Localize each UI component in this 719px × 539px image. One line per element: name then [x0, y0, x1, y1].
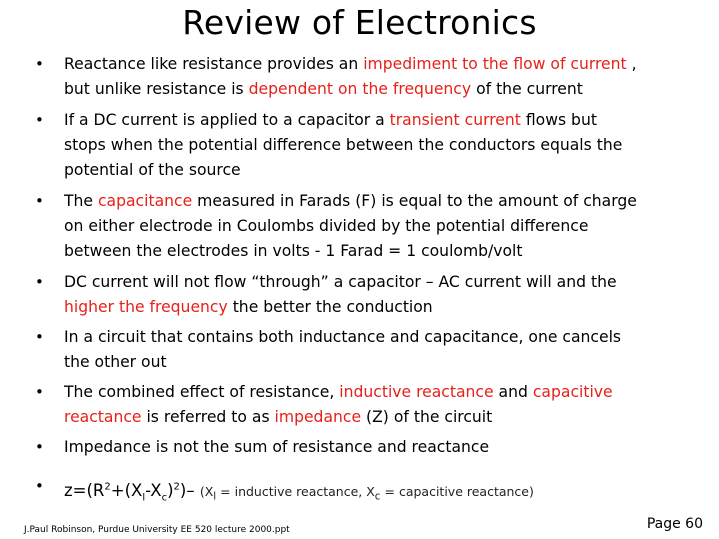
bullet-text	[64, 380, 679, 430]
text-run: measured in Farads (F) is equal to the amount of charge	[192, 192, 637, 210]
text-run: Reactance like resistance provides an	[64, 55, 364, 73]
note-part: = capacitive reactance)	[380, 483, 534, 499]
bullet-line: In a circuit that contains both inductance and capacitance, one cancels	[64, 328, 622, 346]
formula-part: –	[186, 480, 200, 500]
bullet-glyph: •	[35, 273, 44, 291]
bullet-line	[64, 380, 679, 405]
bullet-text	[64, 270, 679, 320]
bullet-glyph: •	[35, 383, 44, 401]
bullet-line: Impedance is not the sum of resistance and reactance	[64, 438, 490, 456]
formula-part: -X	[145, 480, 162, 500]
bullet-text	[64, 435, 679, 460]
highlight-text: capacitance	[97, 192, 193, 210]
note-part: (X	[199, 483, 214, 499]
formula-part: +(X	[110, 480, 143, 500]
bullet-glyph: •	[35, 55, 44, 73]
bullet-text	[64, 52, 679, 102]
bullet-line: stops when the potential difference between the conductors equals the	[64, 136, 623, 154]
formula-part: )	[179, 480, 187, 500]
highlight-text: impediment to the flow of current	[363, 55, 627, 73]
highlight-text: reactance	[64, 408, 142, 426]
impedance-formula	[64, 480, 200, 503]
bullet-line	[64, 108, 679, 133]
text-run: ,	[626, 55, 637, 73]
formula-note	[199, 483, 534, 502]
bullet-line: the other out	[64, 353, 167, 371]
text-run: of the current	[471, 80, 583, 98]
formula-part: )	[167, 480, 174, 500]
page-number: Page 60	[646, 516, 703, 532]
text-run: flows but	[520, 111, 597, 129]
highlight-text: transient current	[389, 111, 521, 129]
text-run: is referred to as	[141, 408, 275, 426]
note-part: = inductive reactance, X	[216, 483, 375, 499]
text-run: (Z) of the circuit	[361, 408, 493, 426]
bullet-line: between the electrodes in volts - 1 Farad = 1 coulomb/volt	[64, 242, 523, 260]
formula-part: z=(R	[64, 480, 105, 500]
bullet-line	[64, 189, 679, 214]
bullet-line	[64, 295, 679, 320]
text-run: The combined effect of resistance,	[64, 383, 340, 401]
bullet-glyph: •	[35, 328, 44, 346]
bullet-glyph: •	[35, 192, 44, 210]
bullet-line: potential of the source	[64, 161, 241, 179]
bullet-glyph: •	[35, 111, 44, 129]
formula-sup: 2	[173, 481, 180, 492]
footer-credit: J.Paul Robinson, Purdue University EE 520 lecture 2000.ppt	[24, 525, 290, 535]
formula-line	[64, 474, 679, 510]
text-run: and	[493, 383, 533, 401]
text-run: but unlike resistance is	[64, 80, 249, 98]
highlight-text: dependent on the frequency	[248, 80, 472, 98]
slide-title: Review of Electronics	[182, 3, 537, 42]
bullet-line	[64, 405, 679, 430]
bullet-line	[64, 52, 679, 77]
bullet-glyph: •	[35, 438, 44, 456]
bullet-glyph: •	[35, 477, 44, 495]
bullet-line: DC current will not flow “through” a capacitor – AC current will and the	[64, 273, 617, 291]
highlight-text: higher the frequency	[64, 298, 228, 316]
note-sub: l	[213, 490, 217, 502]
text-run: the better the conduction	[227, 298, 433, 316]
text-run: If a DC current is applied to a capacitor a	[64, 111, 390, 129]
bullet-text	[64, 108, 679, 183]
bullet-text	[64, 325, 679, 375]
formula-sup: 2	[104, 481, 111, 492]
bullet-line	[64, 77, 679, 102]
formula-sub: l	[142, 491, 146, 503]
highlight-text: impedance	[274, 408, 362, 426]
text-run: The	[64, 192, 98, 210]
bullet-text	[64, 189, 679, 264]
highlight-text: capacitive	[532, 383, 613, 401]
note-sub: c	[374, 490, 381, 502]
bullet-line: on either electrode in Coulombs divided by the potential difference	[64, 217, 589, 235]
highlight-text: inductive reactance	[339, 383, 494, 401]
formula-sub: c	[161, 491, 168, 503]
